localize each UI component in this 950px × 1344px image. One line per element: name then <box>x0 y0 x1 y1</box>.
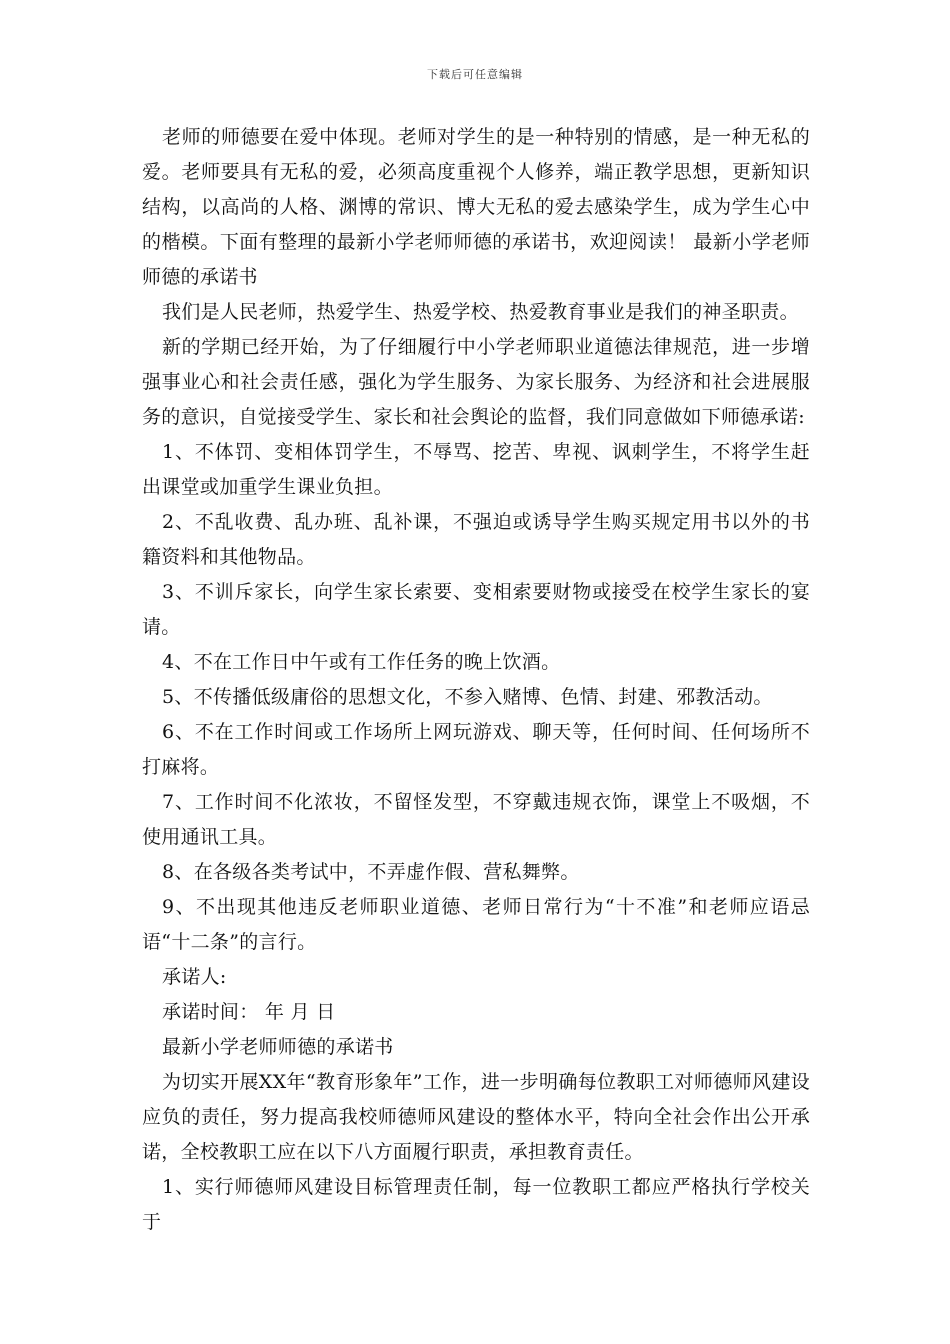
section-title: 最新小学老师师德的承诺书 <box>162 1036 394 1058</box>
pledge-item-3: 3、不训斥家长，向学生家长索要、变相索要财物或接受在校学生家长的宴请。 <box>142 581 810 638</box>
pledge-item-8: 8、在各级各类考试中，不弄虚作假、营私舞弊。 <box>162 861 580 883</box>
page-header: 下载后可任意编辑 <box>427 68 523 81</box>
pledge-item-1: 1、不体罚、变相体罚学生，不辱骂、挖苦、卑视、讽刺学生，不将学生赶出课堂或加重学生课业负担。 <box>142 441 810 498</box>
paragraph-education-image-year: 为切实开展XX年“教育形象年”工作，进一步明确每位教职工对师德师风建设应负的责任，努力提高我校师德师风建设的整体水平，特向全社会作出公开承诺，全校教职工应在以下八方面履行职责，承担教育责任。 <box>142 1071 810 1163</box>
responsibility-item-1: 1、实行师德师风建设目标管理责任制，每一位教职工都应严格执行学校关于 <box>142 1176 810 1233</box>
date-line: 承诺时间： 年 月 日 <box>162 1001 336 1023</box>
pledge-item-5: 5、不传播低级庸俗的思想文化，不参入赌博、色情、封建、邪教活动。 <box>162 686 773 708</box>
signer-line: 承诺人: <box>162 966 227 988</box>
paragraph-duty: 我们是人民老师，热爱学生、热爱学校、热爱教育事业是我们的神圣职责。 <box>162 301 799 323</box>
pledge-item-4: 4、不在工作日中午或有工作任务的晚上饮酒。 <box>162 651 561 673</box>
pledge-item-2: 2、不乱收费、乱办班、乱补课，不强迫或诱导学生购买规定用书以外的书籍资料和其他物品。 <box>142 511 810 568</box>
paragraph-new-semester: 新的学期已经开始，为了仔细履行中小学老师职业道德法律规范，进一步增强事业心和社会责任感，强化为学生服务、为家长服务、为经济和社会进展服务的意识，自觉接受学生、家长和社会舆论的监督，我们同意做如下师德承诺: <box>142 336 810 428</box>
document-body <box>142 120 810 1240</box>
pledge-item-7: 7、工作时间不化浓妆，不留怪发型，不穿戴违规衣饰，课堂上不吸烟，不使用通讯工具。 <box>142 791 810 848</box>
pledge-item-6: 6、不在工作时间或工作场所上网玩游戏、聊天等，任何时间、任何场所不打麻将。 <box>142 721 810 778</box>
paragraph-intro: 老师的师德要在爱中体现。老师对学生的是一种特别的情感，是一种无私的爱。老师要具有无私的爱，必须高度重视个人修养，端正教学思想，更新知识结构，以高尚的人格、渊博的常识、博大无私的爱去感染学生，成为学生心中的楷模。下面有整理的最新小学老师师德的承诺书，欢迎阅读！ 最新小学老师师德的承诺书 <box>142 126 810 288</box>
pledge-item-9: 9、不出现其他违反老师职业道德、老师日常行为“十不准”和老师应语忌语“十二条”的言行。 <box>142 896 810 953</box>
